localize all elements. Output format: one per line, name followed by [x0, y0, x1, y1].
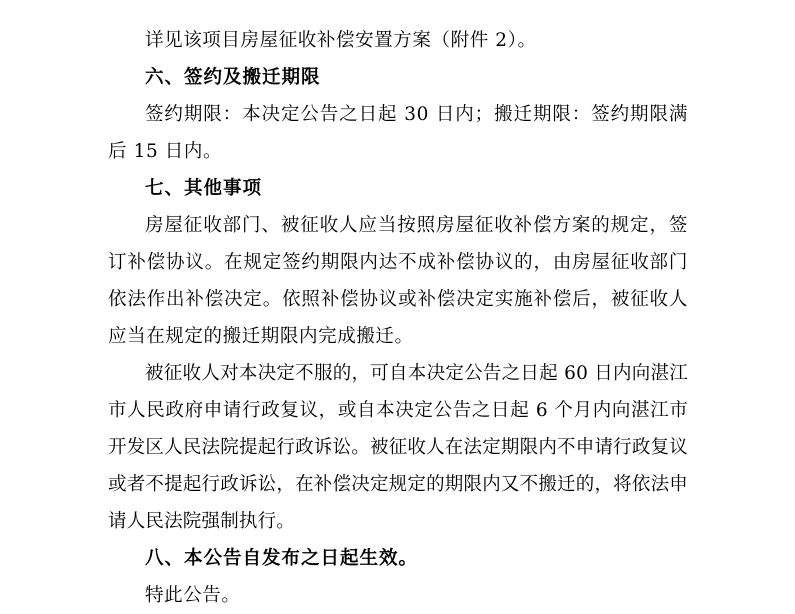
heading-section-six: 六、签约及搬迁期限: [145, 67, 321, 88]
heading-section-eight: 八、本公告自发布之日起生效。: [145, 548, 419, 569]
paragraph-signing-period: 签约期限：本决定公告之日起 30 日内；搬迁期限：签约期限满后 15 日内。: [108, 104, 688, 162]
paragraph-other-matters-1: 房屋征收部门、被征收人应当按照房屋征收补偿方案的规定，签订补偿协议。在规定签约期限内达不成补偿协议的，由房屋征收部门依法作出补偿决定。依照补偿协议或补偿决定实施补偿后，被征收人应当在规定的搬迁期限内完成搬迁。: [108, 215, 688, 347]
heading-section-seven: 七、其他事项: [145, 178, 263, 199]
paragraph-other-matters-2: 被征收人对本决定不服的，可自本决定公告之日起 60 日内向湛江市人民政府申请行政复议，或自本决定公告之日起 6 个月内向湛江市开发区人民法院提起行政诉讼。被征收人在法定期限内不申请行政复议或者不提起行政诉讼，在补偿决定规定的期限内又不搬迁的，将依法申请人民法院强制执行。: [108, 363, 688, 532]
paragraph-closing: 特此公告。: [145, 585, 241, 606]
document-body: [108, 22, 688, 614]
paragraph-see-plan: 详见该项目房屋征收补偿安置方案（附件 2）。: [145, 30, 537, 51]
